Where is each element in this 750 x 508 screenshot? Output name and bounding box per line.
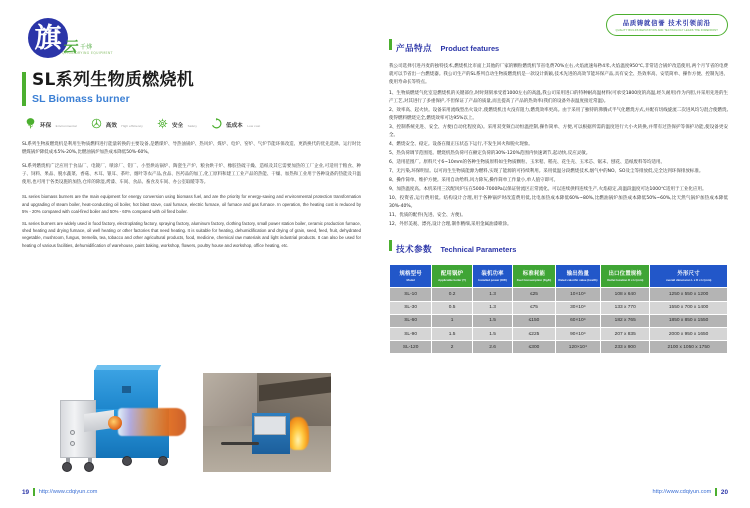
cell-power: 1.3 [472,301,513,314]
spec-table-header-row [390,265,728,288]
spec-table-wrapper [389,264,728,354]
product-photos [22,342,331,472]
burner-knob-2 [70,441,75,446]
quality-badge-en: QUALITY BUILDS REPUTATION AND TECHNOLOGY LEADS THE FOREFRONT [615,28,718,32]
cell-calorific [555,288,601,301]
product-features-heading [389,38,728,56]
cell-calorific [555,301,601,314]
photo-pipe [221,442,259,445]
burner-product-image [22,342,187,472]
photo-control-panel [254,416,286,436]
cell-calorific-base: 30 [570,305,576,311]
cell-outlet: 133 x 770 [601,301,650,314]
cell-calorific-exp: ×10⁴ [575,305,586,311]
spec-header-calorific-cn: 输出热量 [566,271,590,277]
spec-header-fuel-en: Fuel Consumption (Kg/h) [516,277,552,282]
product-features-list [389,63,728,229]
cell-calorific-exp: ×10⁴ [576,344,588,350]
company-logo [22,16,361,64]
cell-calorific-base: 120 [568,344,577,350]
cell-power: 2.6 [472,341,513,354]
spec-table-body [390,288,728,354]
feature-low-cost-en: Low cost [247,124,261,129]
description-cn-1: SL系列生物质燃烧机是利用生物质燃料进行能量转换的主要设备,是燃煤炉、导热油锅炉、热风炉、煤炉、电炉、窑炉、气炉节能环保改造、更新换代的优先选择。运行时比燃煤锅炉降低成本5%-20%,比燃油锅炉加热成本降低50%-60%。 [22,142,361,155]
feature-environmental-en: Environmental [55,124,77,129]
table-row [390,314,728,327]
technical-parameters-heading-en: Technical Parameters [440,245,517,254]
description-en-1: SL series biomass burners are the main equipment for energy conversion using biomass fuel, and are the priority for energy-saving and environmental protection transformation and upgrading of steam boiler, heat-conducting oil boiler, hot blast stove, coal furnace, electric furnace, oil furnace and gas furnace. In operation, the heating cost is reduced by 5% - 20% compared with coal-fired boiler and 50% - 60% compared with oil fired boiler. [22,194,361,215]
shield-gear-icon [156,117,169,130]
feature-low-cost [210,115,260,132]
description-en-2: SL series burners are widely used in food factory, electroplating factory, spraying factory, aluminum factory, clothing factory, small power station boiler, ceramic production furnace, shed heating and drying furnace, oil well heating or other factories that need heating. It is suitable for heating, dehumidification and drying of grain, seed, feed, fruit, dehydrated vegetable, mushroom, fungus, tremella, tea, tobacco and other agricultural products, food, medicine, chemical raw materials and light industrial products. It can also be used for heating of various facilities, dehumidification of warehouse, paint baking, workshop, flowers, poultry house and workshop, office heating, etc. [22,220,361,248]
cell-boiler: 1 [432,314,473,327]
cell-boiler: 2 [432,341,473,354]
spec-header-power-cn: 装机功率 [481,271,504,277]
footer-divider-right [715,488,717,496]
feature-item: 12、外形美观、漂亮,设计合理,制作精细,采用金属油漆喷涂。 [389,222,512,227]
cell-boiler: 1.5 [432,327,473,340]
feature-environmental-cn: 环保 [40,123,52,130]
cell-outlet: 207 x 835 [601,327,650,340]
spec-header-boiler-cn: 配用锅炉 [440,271,464,277]
feature-item: 6、适用范围广。原料尺寸6~10mm的各种生物质原料如生物质颗粒、玉米秸、稻壳、花生壳、玉米芯、锯末、刨花、造纸废料等均适用。 [389,160,665,165]
spec-header-boiler-en: Applicable boiler (T) [438,277,466,282]
description-en [22,193,361,249]
cell-model: SL-90 [390,327,432,340]
cell-calorific-base: 10 [570,292,576,298]
technical-parameters-heading-cn: 技术参数 [396,245,432,255]
cell-calorific-base: 90 [570,331,576,337]
logo-character: 旗 [34,22,62,54]
table-row [390,327,728,340]
logo-company-name: 千烨 [80,44,93,51]
feature-item: 2、效率高、起火快。设备采用流线型出火设计,使燃烧机出火没有阻力,燃烧效率更高。由于采用了独特的沸腾式半气化燃烧方式,并配有切线旋流二次进风均匀混合使燃烧,使得燃料燃烧完全,燃烧效率可达95%以上。 [389,108,728,121]
cell-fuel: ≤150 [513,314,555,327]
page-number-left: 19 [22,488,30,496]
photo-flame [287,417,309,451]
cell-power: 1.5 [472,327,513,340]
feature-high-efficiency [90,115,143,132]
cell-dimension: 2100 x 1050 x 1750 [650,341,728,354]
quality-badge [606,14,728,36]
tree-icon [24,117,37,130]
cell-model: SL-120 [390,341,432,354]
cell-fuel: ≤300 [513,341,555,354]
feature-item: 1、生物质燃烧气化室是燃烧机的关键部位,时时刻刻承受着1000左右的高温,我公司采用进口的特种耐高温材料(可承受1800度的高温,经久耐用)作为内胆,并采用先进的生产工艺,对其进行了多重保护,不但保证了产品的质量,而且提高了产品的热效率(我们的设备外表温度接近常温)。 [389,91,728,104]
cell-calorific-exp: ×10⁴ [575,331,586,337]
cell-power: 1.5 [472,314,513,327]
cell-calorific [555,327,601,340]
cell-boiler: 0.5 [432,301,473,314]
burner-wheel-2 [84,462,94,472]
footer-url-left[interactable]: http://www.cdqiyun.com [38,489,98,495]
feature-low-cost-cn: 低成本 [225,123,243,130]
footer-url-right[interactable]: http://www.cdqiyun.com [652,489,712,495]
burner-nozzle [108,416,122,430]
feature-icon-row [24,115,361,132]
cell-fuel: ≤225 [513,327,555,340]
feature-item: 10、投资省,运行费用低。结构设计合理,用于各种锅炉时改造费用低,比电加热成本降低60%~80%,比燃油锅炉加热成本降低50%~60%,比天然气锅炉加热成本降低30%-40%。 [389,196,728,209]
spec-header-fuel-cn: 标准耗能 [522,271,546,277]
cell-outlet: 233 x 900 [601,341,650,354]
burner-wheel-1 [62,462,72,472]
right-page [375,0,750,508]
burner-wheel-4 [158,456,168,466]
cell-boiler: 0.2 [432,288,473,301]
spec-header-boiler [432,265,473,288]
feature-item: 7、无污染,环保明显。以可再生生物质能源为燃料,实现了能源的可持续利用。采用低温分段燃烧技术,烟气中的NO、SO及尘等排放低,完全达到环保排放标准。 [389,169,704,174]
feature-high-efficiency-en: High efficiency [121,124,143,129]
burner-flame [118,408,186,436]
page-title [22,70,361,105]
feature-high-efficiency-cn: 高效 [105,123,117,130]
cell-dimension: 1250 x 550 x 1200 [650,288,728,301]
feature-item: 11、优质的配件(先进、安全、方便)。 [389,213,466,218]
table-row [390,288,728,301]
burner-wheel-3 [122,456,132,466]
logo-yun-character: 云 [62,38,78,56]
gear-leaf-icon [90,117,103,130]
cell-power: 1.3 [472,288,513,301]
spec-header-outlet-cn: 出口位置规格 [608,271,642,277]
feature-environmental [24,115,77,132]
cell-calorific-base: 60 [570,318,576,324]
table-row [390,341,728,354]
technical-parameters-heading [389,239,728,257]
feature-item: 8、操作简单、维护方便。采用自动给料,风力除灰,操作简单工作量小,单人值守即可。 [389,178,559,183]
feature-item: 4、燃烧安全、稳定。设备在微正压状态下运行,不发生回火和脱火现象。 [389,142,533,147]
cell-calorific [555,341,601,354]
spec-header-dimension [650,265,728,288]
feature-safety-en: Safety [187,124,197,129]
cell-fuel: ≤75 [513,301,555,314]
cell-calorific-exp: ×10⁴ [575,318,586,324]
description-cn-2: SL系列燃烧机广泛应用于食品厂、电镀厂、喷涂厂、铝厂、小型烘站锅炉、陶瓷生产炉、粮食烘干炉、橡胶热硫干燥、造纸及其它需要加热的工厂企业,可适用于粮食、种子、饲料、果品、脱水蔬菜、香菇、木耳、银耳、茶叶、烟叶等农产品,食品、医药品的加工,化工原料和建工工业产品的热能、干燥、加热和工业用于各种设备的热能及升温使用,也可用于各类设施的加热,仓库的除湿,烤漆、车间、食品、畜食及车间、办公室取暖等等。 [22,164,361,185]
feature-item: 3、控制系统先进、安全、方便(自动化程度高)。采用双变频自动恒温控制,操作简单、方便,可以根据所需的温度进行大小火转换,并带有过热保护等保护功能,使设备更安全。 [389,125,728,138]
quality-badge-cn: 品质铸就信誉 技术引领前沿 [622,20,711,27]
page-number-right: 20 [720,488,728,496]
cell-fuel: ≤25 [513,288,555,301]
cell-model: SL-60 [390,314,432,327]
cell-dimension: 1550 x 700 x 1400 [650,301,728,314]
feature-safety-cn: 安全 [171,123,184,130]
spec-header-calorific [555,265,601,288]
spec-header-outlet [601,265,650,288]
spec-header-power [472,265,513,288]
cell-model: SL-10 [390,288,432,301]
spec-header-outlet-en: Outlet location D x H (mm) [607,277,644,282]
spec-header-model [390,265,432,288]
footer-left [22,488,97,496]
installation-photo [203,373,331,472]
product-features-heading-en: Product features [440,44,500,53]
cell-dimension: 2000 x 950 x 1650 [650,327,728,340]
burner-knob-1 [70,430,75,435]
cell-dimension: 1850 x 850 x 1550 [650,314,728,327]
spec-header-calorific-en: Rated calorific value (kcal/h) [558,277,598,282]
feature-safety-text [172,115,197,132]
cell-outlet: 108 x 640 [601,288,650,301]
features-intro: 我公司选择引进丹麦的独特技术,燃烧机比市面上其他的厂家的颗粒燃烧机节省电费70%左右,火焰流速每秒4米,火焰温度950℃,非常适合锅炉改造使用,两个月节省的电费就可以节省出一台燃烧器。我公司生产的SL系列自动生物质燃烧机是一款设计新颖,技术先进的高效节能环保产品,具有安全、热效率高、安装简单、操作方便、控制先进、使用寿命长等特点。 [389,64,728,85]
burner-label [122,386,131,393]
feature-item: 5、热负荷调节范围宽。燃烧机热负荷可在额定负荷的30%-120%范围内快速调节,起动快,反应灵敏。 [389,151,591,156]
spec-header-dimension-cn: 外形尺寸 [677,271,700,277]
feature-item: 9、加热温度高。本机采用三次配风炉压在5000-7000Pa以保证射流区正常流化。可以连续供料连续生产,火焰稳定,高温段温度可达1000℃适用于工业化应用。 [389,187,707,192]
feature-high-efficiency-text [106,115,143,132]
spec-header-dimension-en: overall dimension L x D x H (mm) [665,277,712,282]
logo-tagline: QIYUN DRYING EQUIPMENT [62,51,113,55]
spec-header-model-cn: 规格型号 [399,271,422,277]
spec-header-fuel [513,265,555,288]
footer-right [653,488,728,496]
table-row [390,301,728,314]
product-features-heading-cn: 产品特点 [396,44,432,54]
cell-calorific-exp: ×10⁴ [575,292,586,298]
spec-header-model-en: Model [406,277,415,282]
cell-model: SL-30 [390,301,432,314]
spec-table [389,264,728,354]
product-title-en: SL Biomass burner [32,93,130,106]
feature-environmental-text [40,115,77,132]
recycle-icon [210,117,223,130]
spec-header-power-en: Installed power (KW) [478,277,507,282]
cell-calorific [555,314,601,327]
product-title-cn: SL系列生物质燃烧机 [32,70,195,90]
feature-low-cost-text [226,115,260,132]
cell-outlet: 182 x 765 [601,314,650,327]
footer-divider-left [33,488,35,496]
feature-safety [156,115,197,132]
